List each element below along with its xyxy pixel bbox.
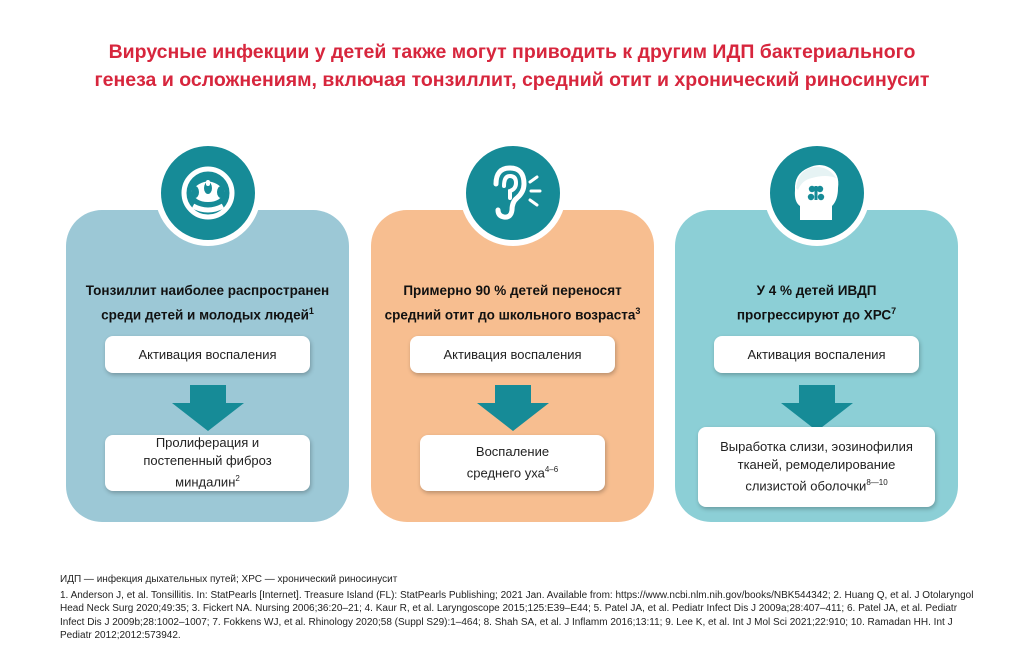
activation-box: Активация воспаления bbox=[714, 336, 919, 373]
down-arrow-icon bbox=[781, 385, 853, 431]
card-heading: Примерно 90 % детей переносят средний отит до школьного возраста$^3$ bbox=[384, 283, 641, 323]
sinus-head-icon bbox=[782, 158, 852, 228]
down-arrow-icon bbox=[477, 385, 549, 431]
card-tonsillitis bbox=[66, 210, 349, 522]
card-heading: Тонзиллит наиболее распространен среди детей и молодых людей$^1$ bbox=[85, 283, 330, 323]
footnotes bbox=[60, 573, 980, 643]
references: 1. Anderson J, et al. Tonsillitis. In: StatPearls [Internet]. Treasure Island (FL): StatPearls Publishing; 2021 Jan. Available from: https://www.ncbi.nlm.nih.gov/books/NBK544342; 2. Huang Q, et al. J Otolaryngol Head Neck Surg 2020;49:35; 3. Fickert NA. Nursing 2006;36:20–21; 4. Kaur R, et al. Laryngoscope 2015;125:E39–E44; 5. Patel JA, et al. Pediatr Infect Dis J 2009a;28:407–411; 6. Patel JA, et al. Pediatr Infect Dis J 2009b;28:1002–1007; 7. Fokkens WJ, et al. Rhinology 2020;58 (Suppl S29):1–464; 8. Shah SA, et al. J Inflamm 2016;13:11; 9. Lee K, et al. Int J Mol Sci 2021;22:910; 10. Ramadan HH. Int J Pediatr 2012;2012:573942. bbox=[60, 589, 974, 641]
card-rhinosinusitis bbox=[675, 210, 958, 522]
result-box: Воспаление среднего уха$^{4-6}$ bbox=[420, 435, 605, 491]
sinus-head-icon-circle bbox=[764, 140, 870, 246]
slide-title bbox=[40, 38, 984, 94]
result-box: Пролиферация и постепенный фиброз миндалин$^2$ bbox=[105, 435, 310, 491]
throat-icon bbox=[179, 164, 237, 222]
ear-icon-circle bbox=[460, 140, 566, 246]
result-box: Выработка слизи, эозинофилия тканей, ремоделирование слизистой оболочки$^{8—10}$ bbox=[698, 427, 935, 507]
down-arrow-icon bbox=[172, 385, 244, 431]
activation-box: Активация воспаления bbox=[105, 336, 310, 373]
title-line-2: генеза и осложнениям, включая тонзиллит, средний отит и хронический риносинусит bbox=[94, 69, 930, 91]
title-line-1: Вирусные инфекции у детей также могут приводить к другим ИДП бактериального bbox=[108, 41, 916, 63]
activation-box: Активация воспаления bbox=[410, 336, 615, 373]
card-heading: У 4 % детей ИВДП прогрессируют до ХРС$^7$ bbox=[736, 283, 897, 323]
abbreviations: ИДП — инфекция дыхательных путей; ХРС — хронический риносинусит bbox=[60, 574, 398, 585]
throat-icon-circle bbox=[155, 140, 261, 246]
ear-icon bbox=[480, 160, 546, 226]
card-otitis bbox=[371, 210, 654, 522]
